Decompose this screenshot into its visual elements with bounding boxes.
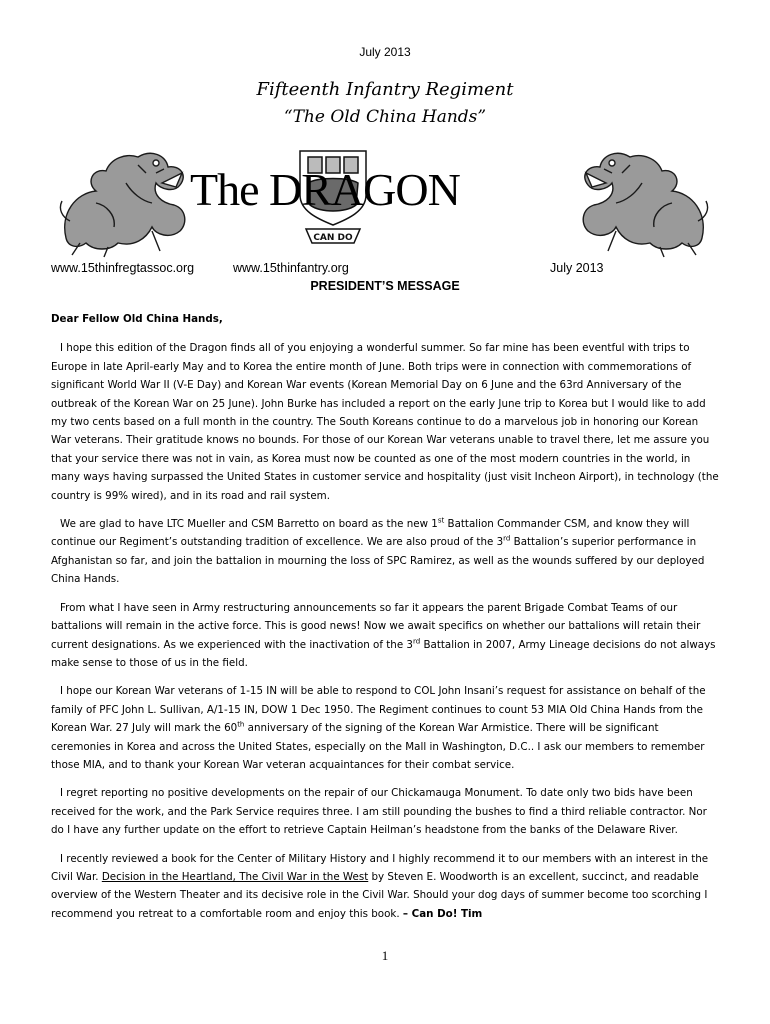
- dragon-left-icon: [60, 153, 184, 257]
- letter-body: [51, 310, 719, 933]
- paragraph-6: I recently reviewed a book for the Center of Military History and I highly recommend it to our members with an interest in the Civil War. Decision in the Heartland, The Civil War in the West by Steven E. Woodworth is an excellent, succinct, and readable overview of the Western Theater and its decisive role in the Civil War. Should your dog days of summer become too scorching I recommend you retreat to a comfortable room and enjoy this book. – Can Do! Tim: [51, 852, 709, 920]
- paragraph-3: From what I have seen in Army restructuring announcements so far it appears the parent Brigade Combat Teams of our battalions will remain in the active force. This is good news! Now we await specifics on whether our battalions will retain their current designations. As we experienced with the inactivation of the 3rd Battalion in 2007, Army Lineage decisions do not always make sense to those of us in the field.: [51, 601, 716, 669]
- regiment-motto: “The Old China Hands”: [283, 107, 487, 127]
- salutation: Dear Fellow Old China Hands,: [51, 313, 223, 325]
- dragon-right-icon: [583, 153, 707, 257]
- page-number: 1: [381, 948, 389, 963]
- association-website-link[interactable]: www.15thinfregtassoc.org: [51, 261, 195, 275]
- paragraph-1: I hope this edition of the Dragon finds all of you enjoying a wonderful summer. So far mine has been eventful with trips to Europe in late April-early May and to Korea the entire month of June. Both trips were in connection with commemorations of significant World War II (V-E Day) and Korean War events (Korean Memorial Day on 6 June and the 63rd Anniversary of the outbreak of the Korean War on 25 June). John Burke has included a report on the early June trip to Korea but I would like to add my two cents based on a full month in the country. The South Koreans continue to do a marvelous job in honoring our Korean War veterans. Their gratitude knows no bounds. For those of our Korean War veterans unable to travel there, let me assure you that your service there was not in vain, as Korea must now be counted as one of the most modern countries in the world, in many ways having surpassed the United States in customer service and hospitality (just visit Incheon Airport), in technology (the country is 99% wired), and in its road and rail system.: [51, 342, 719, 502]
- regiment-website-link[interactable]: www.15thinfantry.org: [233, 261, 349, 275]
- paragraph-4: I hope our Korean War veterans of 1-15 IN will be able to respond to COL John Insani’s request for assistance on behalf of the family of PFC John L. Sullivan, A/1-15 IN, DOW 1 Dec 1950. The Regiment continues to count 53 MIA Old China Hands from the Korean War. 27 July will mark the 60th anniversary of the signing of the Korean War Armistice. There will be significant ceremonies in Korea and across the United States, especially on the Mall in Washington, D.C.. I ask our members to remember those MIA, and to thank your Korean War veteran acquaintances for their combat service.: [51, 685, 706, 771]
- link-row-date: July 2013: [550, 261, 604, 275]
- paragraph-5: I regret reporting no positive developments on the repair of our Chickamauga Monument. To date only two bids have been received for the work, and the Park Service requires three. I am still pounding the bushes to find a third reliable contractor. Nor do I have any further update on the effort to retrieve Captain Heilman’s headstone from the banks of the Delaware River.: [51, 787, 707, 837]
- signature: – Can Do! Tim: [402, 907, 483, 920]
- section-heading: PRESIDENT’S MESSAGE: [310, 279, 460, 293]
- crest-motto: CAN DO: [313, 233, 353, 243]
- book-title: Decision in the Heartland, The Civil War in the West: [101, 870, 369, 883]
- regiment-name: Fifteenth Infantry Regiment: [256, 79, 514, 100]
- paragraph-2: We are glad to have LTC Mueller and CSM Barretto on board as the new 1st Battalion Commander CSM, and know they will continue our Regiment’s outstanding tradition of excellence. We are also proud of the 3rd Battalion’s superior performance in Afghanistan so far, and join the battalion in mourning the loss of SPC Ramirez, as well as the wounds suffered by our deployed China Hands.: [51, 516, 705, 586]
- issue-date: July 2013: [359, 45, 411, 59]
- masthead-title: The DRAGON: [190, 164, 460, 215]
